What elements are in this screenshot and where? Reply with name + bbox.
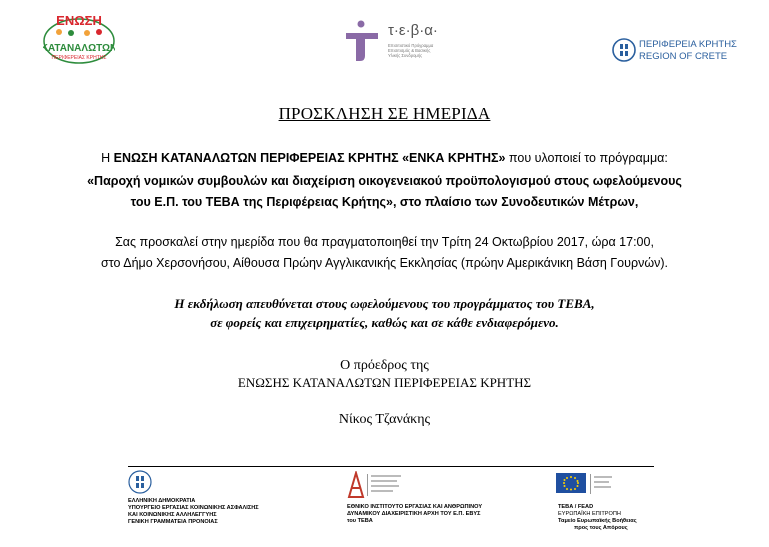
signature-role1: Ο πρόεδρος της bbox=[340, 358, 429, 373]
intro-line bbox=[0, 151, 769, 165]
teva-logo-tagline1: Επισιτιστικό Πρόγραμμα bbox=[388, 43, 434, 48]
teva-logo-name: τ·ε·β·α· bbox=[388, 22, 438, 39]
footer-eu-l1: ΤΕΒΑ / FEAD bbox=[558, 504, 594, 510]
enka-logo-line2: ΚΑΤΑΝΑΛΩΤΩΝ bbox=[43, 43, 115, 54]
program-title-line1: «Παροχή νομικών συμβουλών και διαχείριση οικογενειακού προϋπολογισμού στους ωφελούμενους bbox=[87, 174, 682, 188]
invite-line2: στο Δήμο Χερσονήσου, Αίθουσα Πρώην Αγγλικανικής Εκκλησίας (πρώην Αμερικάνικη Βάση Γουρνών). bbox=[101, 256, 668, 270]
enka-logo-line3: ΠΕΡΙΦΕΡΕΙΑΣ ΚΡΗΤΗΣ bbox=[51, 55, 107, 61]
teva-logo-tagline3: Υλικής Συνδρομής bbox=[388, 53, 423, 58]
signature-role2: ΕΝΩΣΗΣ ΚΑΤΑΝΑΛΩΤΩΝ ΠΕΡΙΦΕΡΕΙΑΣ ΚΡΗΤΗΣ bbox=[237, 375, 532, 390]
footer-eu-l3: Ταμείο Ευρωπαϊκής Βοήθειας bbox=[558, 518, 637, 524]
intro-pre: Η bbox=[101, 151, 111, 165]
footer-eu bbox=[558, 504, 637, 532]
intro-post: που υλοποιεί το πρόγραμμα: bbox=[508, 151, 668, 165]
teva-logo-tagline2: Επισιτισμός & Βασικής bbox=[388, 48, 431, 53]
greek-republic-emblem-icon bbox=[128, 470, 152, 499]
footer-divider bbox=[128, 466, 654, 467]
footer-ministry-l4: ΓΕΝΙΚΗ ΓΡΑΜΜΑΤΕΙΑ ΠΡΟΝΟΙΑΣ bbox=[128, 519, 218, 525]
footer-ministry-l2: ΥΠΟΥΡΓΕΙΟ ΕΡΓΑΣΙΑΣ ΚΟΙΝΩΝΙΚΗΣ ΑΣΦΑΛΙΣΗΣ bbox=[128, 505, 259, 511]
enka-logo-line1: ΕΝΩΣΗ bbox=[56, 13, 102, 28]
signature-name: Νίκος Τζανάκης bbox=[338, 412, 431, 427]
footer-ministry-l1: ΕΛΛΗΝΙΚΗ ΔΗΜΟΚΡΑΤΙΑ bbox=[128, 498, 196, 504]
audience-line2: σε φορείς και επιχειρηματίες, καθώς και σε κάθε ενδιαφερόμενο. bbox=[210, 315, 559, 330]
audience-line1: Η εκδήλωση απευθύνεται στους ωφελούμενους του προγράμματος του ΤΕΒΑ, bbox=[174, 296, 595, 311]
intro-organization: ΕΝΩΣΗ ΚΑΤΑΝΑΛΩΤΩΝ ΠΕΡΙΦΕΡΕΙΑΣ ΚΡΗΤΗΣ «ΕΝΚΑ ΚΡΗΤΗΣ» bbox=[113, 151, 506, 165]
footer-ministry bbox=[128, 498, 259, 526]
page-title: ΠΡΟΣΚΛΗΣΗ ΣΕ ΗΜΕΡΙΔΑ bbox=[278, 104, 491, 123]
teva-logo bbox=[344, 20, 454, 62]
enka-logo bbox=[43, 8, 115, 64]
footer-ministry-l3: ΚΑΙ ΚΟΙΝΩΝΙΚΗΣ ΑΛΛΗΛΕΓΓΥΗΣ bbox=[128, 512, 217, 518]
footer-eu-l2: ΕΥΡΩΠΑΪΚΗ ΕΠΙΤΡΟΠΗ bbox=[558, 511, 621, 517]
invite-line1: Σας προσκαλεί στην ημερίδα που θα πραγματοποιηθεί την Τρίτη 24 Οκτωβρίου 2017, ώρα 17:00, bbox=[115, 235, 654, 249]
region-crete-line1: ΠΕΡΙΦΕΡΕΙΑ ΚΡΗΤΗΣ bbox=[639, 39, 737, 50]
program-title-line2: του Ε.Π. του ΤΕΒΑ της Περιφέρειας Κρήτης», στο πλαίσιο των Συνοδευτικών Μέτρων, bbox=[130, 195, 639, 209]
eiead-logo-icon bbox=[347, 471, 407, 504]
region-crete-logo bbox=[612, 36, 740, 64]
footer-institute bbox=[347, 504, 482, 525]
footer-institute-l2: ΔΥΝΑΜΙΚΟΥ ΔΙΑΧΕΙΡΙΣΤΙΚΗ ΑΡΧΗ ΤΟΥ Ε.Π. ΕΒΥΣ bbox=[347, 511, 481, 517]
footer-institute-l3: του ΤΕΒΑ bbox=[347, 518, 373, 524]
footer-eu-l4: προς τους Απόρους bbox=[574, 525, 628, 531]
footer-institute-l1: ΕΘΝΙΚΟ ΙΝΣΤΙΤΟΥΤΟ ΕΡΓΑΣΙΑΣ ΚΑΙ ΑΝΘΡΩΠΙΝΟΥ bbox=[347, 504, 483, 510]
eu-flag-icon bbox=[556, 470, 616, 503]
region-crete-line2: REGION OF CRETE bbox=[639, 51, 728, 62]
